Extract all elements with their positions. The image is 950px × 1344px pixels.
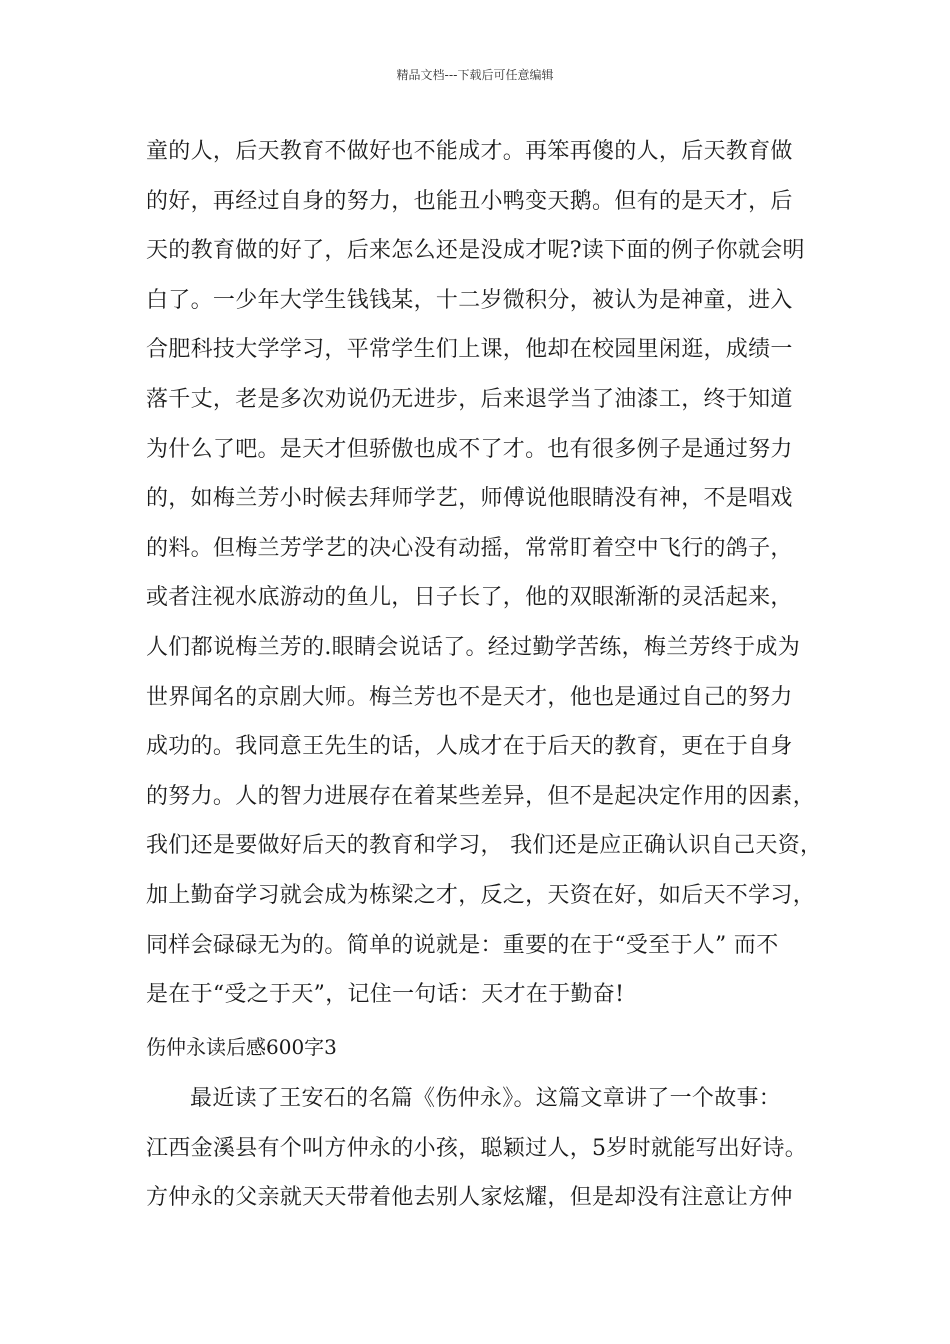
body-line: 同样会碌碌无为的。简单的说就是：重要的在于“受至于人” 而不: [146, 932, 779, 958]
body-line: 的，如梅兰芳小时候去拜师学艺，师傅说他眼睛没有神，不是唱戏: [146, 486, 793, 512]
body-line: 的料。但梅兰芳学艺的决心没有动摇，常常盯着空中飞行的鸽子，: [146, 535, 793, 561]
section-line: 方仲永的父亲就天天带着他去别人家炫耀，但是却没有注意让方仲: [146, 1185, 793, 1211]
essay-body: [146, 133, 836, 1026]
body-line: 人们都说梅兰芳的.眼睛会说话了。经过勤学苦练，梅兰芳终于成为: [146, 634, 800, 660]
body-line: 成功的。我同意王先生的话，人成才在于后天的教育，更在于自身: [146, 734, 793, 760]
section-body: [146, 1080, 846, 1229]
body-line: 的好，再经过自身的努力，也能丑小鸭变天鹅。但有的是天才，后: [146, 188, 793, 214]
body-line: 是在于“受之于天”，记住一句话：天才在于勤奋!: [146, 982, 625, 1008]
body-line: 为什么了吧。是天才但骄傲也成不了才。也有很多例子是通过努力: [146, 436, 793, 462]
section-line: 江西金溪县有个叫方仲永的小孩，聪颖过人，5岁时就能写出好诗。: [146, 1135, 807, 1161]
body-line: 的努力。人的智力进展存在着某些差异，但不是起决定作用的因素，: [146, 783, 816, 809]
body-line: 落千丈，老是多次劝说仍无进步，后来退学当了油漆工，终于知道: [146, 386, 793, 412]
body-line: 天的教育做的好了，后来怎么还是没成才呢?读下面的例子你就会明: [146, 238, 805, 264]
body-line: 世界闻名的京剧大师。梅兰芳也不是天才，他也是通过自己的努力: [146, 684, 793, 710]
page-header: 精品文档---下载后可任意编辑: [396, 68, 554, 82]
body-line: 我们还是要做好后天的教育和学习， 我们还是应正确认识自己天资，: [146, 833, 823, 859]
body-line: 童的人，后天教育不做好也不能成才。再笨再傻的人，后天教育做: [146, 139, 793, 164]
section-title: 伤仲永读后感600字3: [146, 1035, 337, 1059]
body-line: 加上勤奋学习就会成为栋梁之才，反之，天资在好，如后天不学习，: [146, 882, 816, 908]
body-line: 或者注视水底游动的鱼儿，日子长了，他的双眼渐渐的灵活起来，: [146, 585, 793, 611]
body-line: 合肥科技大学学习，平常学生们上课，他却在校园里闲逛，成绩一: [146, 337, 793, 363]
section-line: 最近读了王安石的名篇《伤仲永》。这篇文章讲了一个故事：: [190, 1086, 782, 1111]
body-line: 白了。一少年大学生钱钱某，十二岁微积分，被认为是神童，进入: [146, 287, 793, 313]
